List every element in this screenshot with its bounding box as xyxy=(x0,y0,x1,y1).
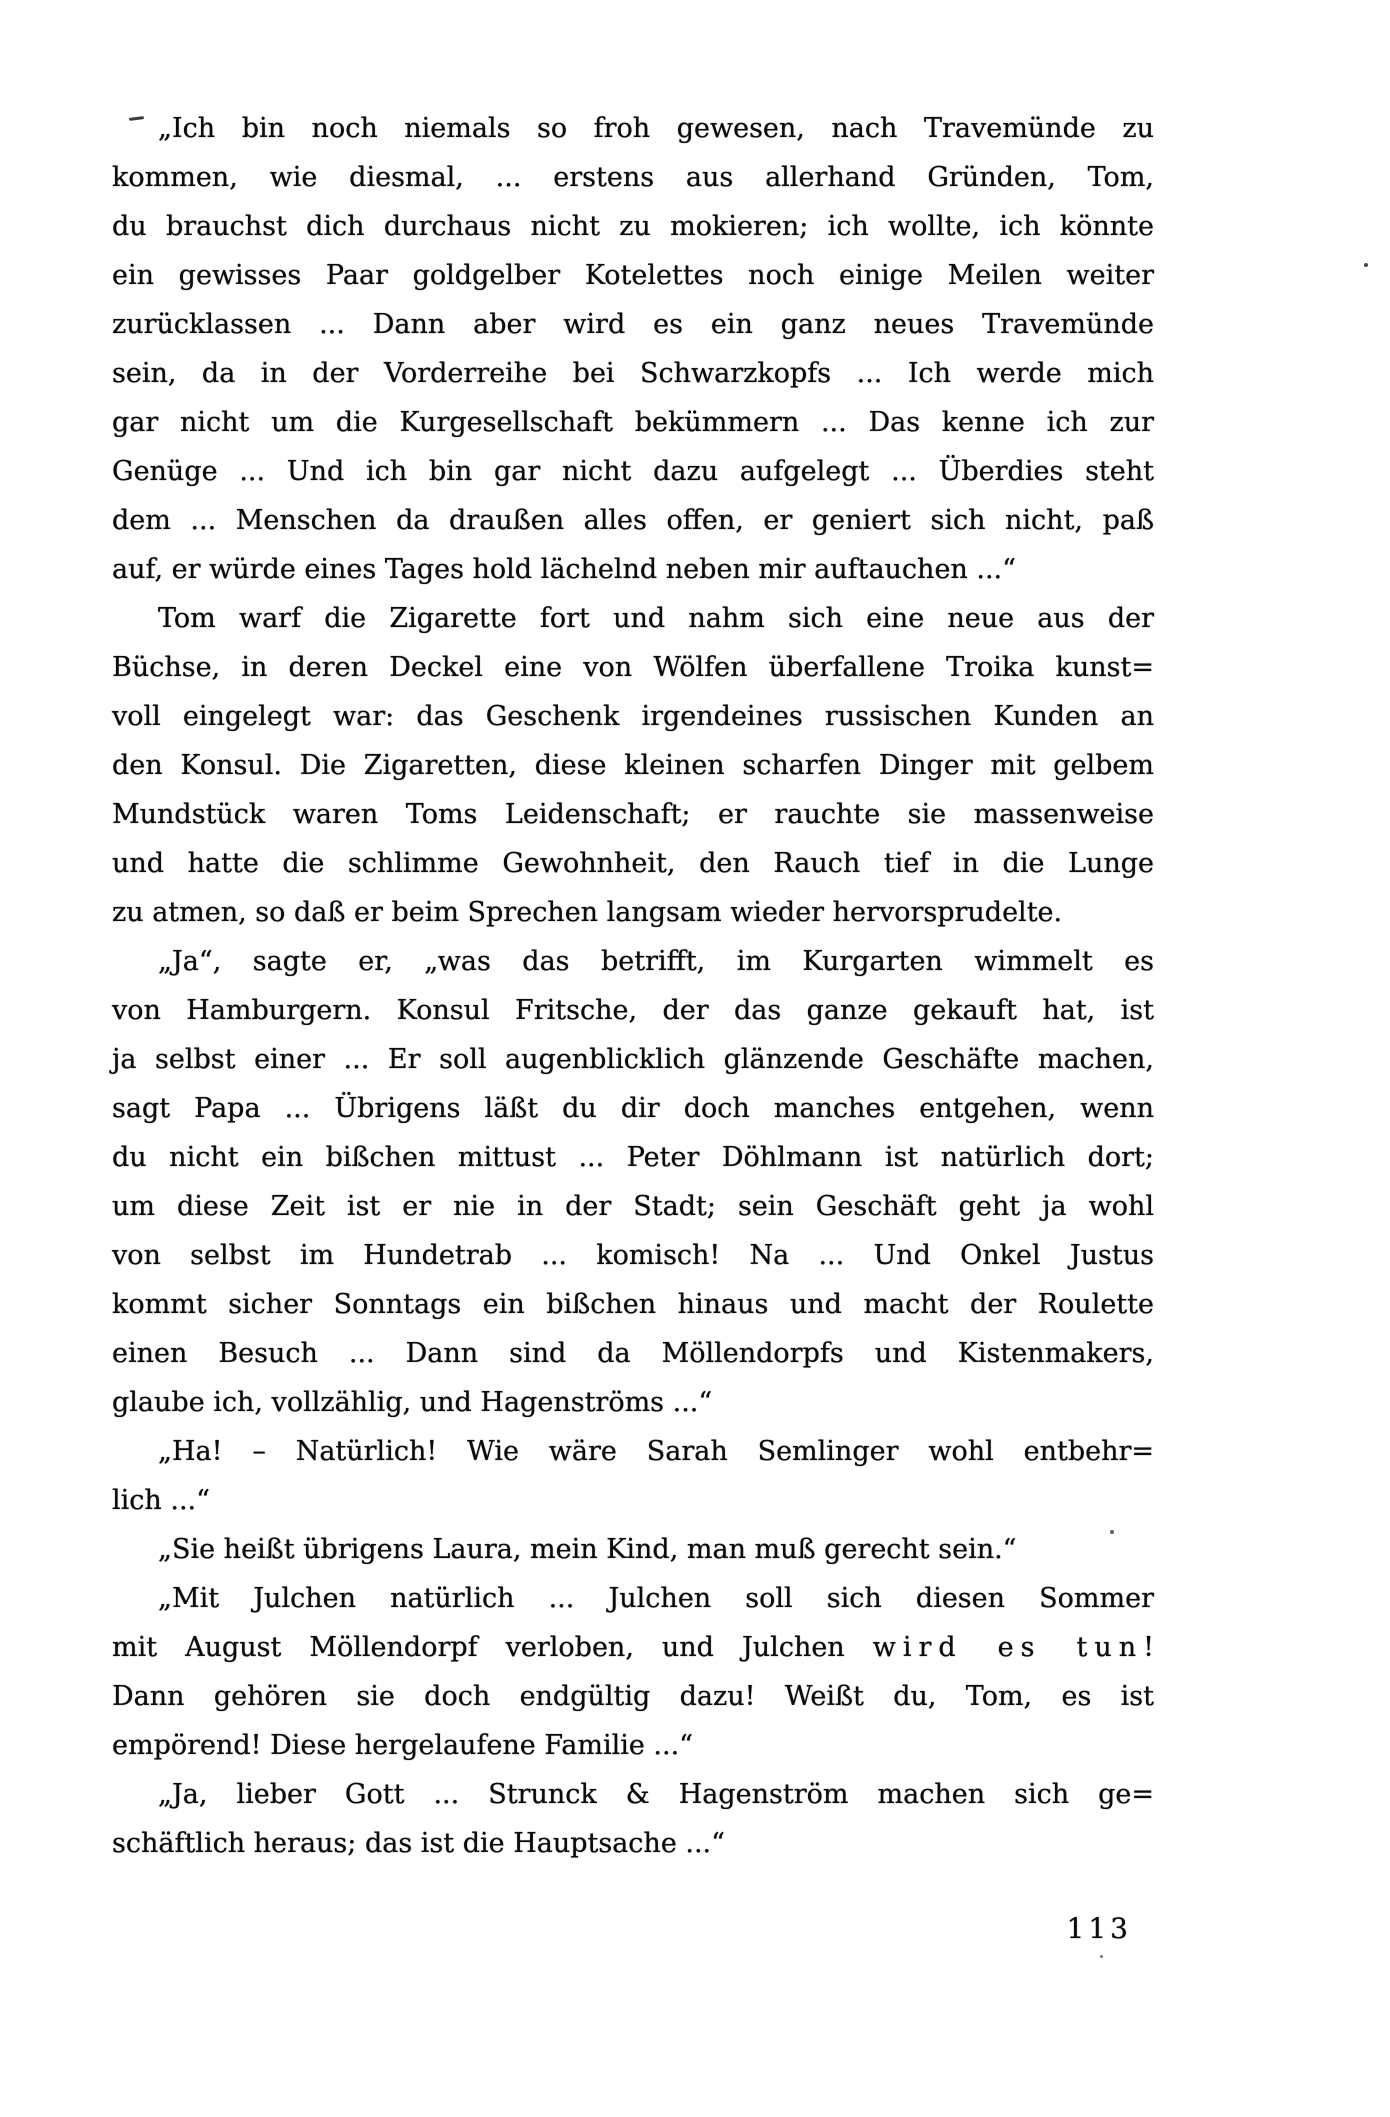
text-line: von selbst im Hundetrab ... komisch! Na ... Und Onkel Justus xyxy=(112,1240,1154,1271)
paragraph xyxy=(112,1525,1154,1574)
ink-speck xyxy=(1100,1955,1103,1958)
text-line: Mundstück waren Toms Leidenschaft; er rauchte sie massenweise xyxy=(112,799,1154,830)
text-line: auf, er würde eines Tages hold lächelnd neben mir auftauchen ...“ xyxy=(112,554,1016,585)
text-line: „Ich bin noch niemals so froh gewesen, nach Travemünde zu xyxy=(158,113,1154,144)
paragraph xyxy=(112,594,1154,937)
text-line: sagt Papa ... Übrigens läßt du dir doch manches entgehen, wenn xyxy=(112,1093,1154,1124)
text-line: glaube ich, vollzählig, und Hagenströms ...“ xyxy=(112,1387,713,1418)
text-line: einen Besuch ... Dann sind da Möllendorpfs und Kistenmakers, xyxy=(112,1338,1154,1369)
text-line: ja selbst einer ... Er soll augenblicklich glänzende Geschäfte machen, xyxy=(112,1044,1154,1075)
text-line: kommt sicher Sonntags ein bißchen hinaus und macht der Roulette xyxy=(112,1289,1154,1320)
text-line: voll eingelegt war: das Geschenk irgendeines russischen Kunden an xyxy=(112,701,1154,732)
text-line: „Ha! – Natürlich! Wie wäre Sarah Semlinger wohl entbehr= xyxy=(158,1436,1154,1467)
text-line xyxy=(112,1623,1154,1672)
text-line: ein gewisses Paar goldgelber Kotelettes noch einige Meilen weiter xyxy=(112,260,1154,291)
emphasized-text: wird es tun xyxy=(872,1632,1144,1663)
text-line: lich ...“ xyxy=(112,1485,210,1516)
text-segment: ! xyxy=(1143,1632,1154,1663)
text-line: empörend! Diese hergelaufene Familie ...“ xyxy=(112,1730,693,1761)
paragraph xyxy=(112,1574,1154,1770)
text-line: und hatte die schlimme Gewohnheit, den Rauch tief in die Lunge xyxy=(112,848,1154,879)
text-line: kommen, wie diesmal, ... erstens aus allerhand Gründen, Tom, xyxy=(112,162,1154,193)
text-line: du nicht ein bißchen mittust ... Peter Döhlmann ist natürlich dort; xyxy=(112,1142,1154,1173)
text-block xyxy=(112,104,1154,1868)
text-line: zu atmen, so daß er beim Sprechen langsam wieder hervorsprudelte. xyxy=(112,897,1063,928)
text-line: den Konsul. Die Zigaretten, diese kleinen scharfen Dinger mit gelbem xyxy=(112,750,1154,781)
text-line: gar nicht um die Kurgesellschaft bekümmern ... Das kenne ich zur xyxy=(112,407,1154,438)
ink-speck xyxy=(1364,263,1368,267)
paragraph xyxy=(112,1427,1154,1525)
ink-speck xyxy=(1110,1530,1114,1534)
text-line: sein, da in der Vorderreihe bei Schwarzkopfs ... Ich werde mich xyxy=(112,358,1154,389)
text-line: von Hamburgern. Konsul Fritsche, der das ganze gekauft hat, ist xyxy=(112,995,1154,1026)
text-line: um diese Zeit ist er nie in der Stadt; sein Geschäft geht ja wohl xyxy=(112,1191,1154,1222)
text-line: „Ja“, sagte er, „was das betrifft, im Kurgarten wimmelt es xyxy=(158,946,1154,977)
paragraph xyxy=(112,1770,1154,1868)
text-line: Dann gehören sie doch endgültig dazu! Weißt du, Tom, es ist xyxy=(112,1681,1154,1712)
paragraph xyxy=(112,937,1154,1427)
text-line: du brauchst dich durchaus nicht zu mokieren; ich wollte, ich könnte xyxy=(112,211,1154,242)
text-line: zurücklassen ... Dann aber wird es ein ganz neues Travemünde xyxy=(112,309,1154,340)
text-line: Büchse, in deren Deckel eine von Wölfen überfallene Troika kunst= xyxy=(112,652,1154,683)
text-line: dem ... Menschen da draußen alles offen, er geniert sich nicht, paß xyxy=(112,505,1154,536)
text-line: „Sie heißt übrigens Laura, mein Kind, man muß gerecht sein.“ xyxy=(158,1534,1017,1565)
text-line: „Mit Julchen natürlich ... Julchen soll sich diesen Sommer xyxy=(158,1583,1154,1614)
text-line: schäftlich heraus; das ist die Hauptsache ...“ xyxy=(112,1828,725,1859)
text-segment: mit August Möllendorpf verloben, und Julchen xyxy=(112,1632,873,1663)
paragraph xyxy=(112,104,1154,594)
text-line: Genüge ... Und ich bin gar nicht dazu aufgelegt ... Überdies steht xyxy=(112,456,1154,487)
text-line: „Ja, lieber Gott ... Strunck & Hagenström machen sich ge= xyxy=(158,1779,1154,1810)
text-line: Tom warf die Zigarette fort und nahm sich eine neue aus der xyxy=(158,603,1154,634)
page-number: 113 xyxy=(1066,1912,1132,1945)
